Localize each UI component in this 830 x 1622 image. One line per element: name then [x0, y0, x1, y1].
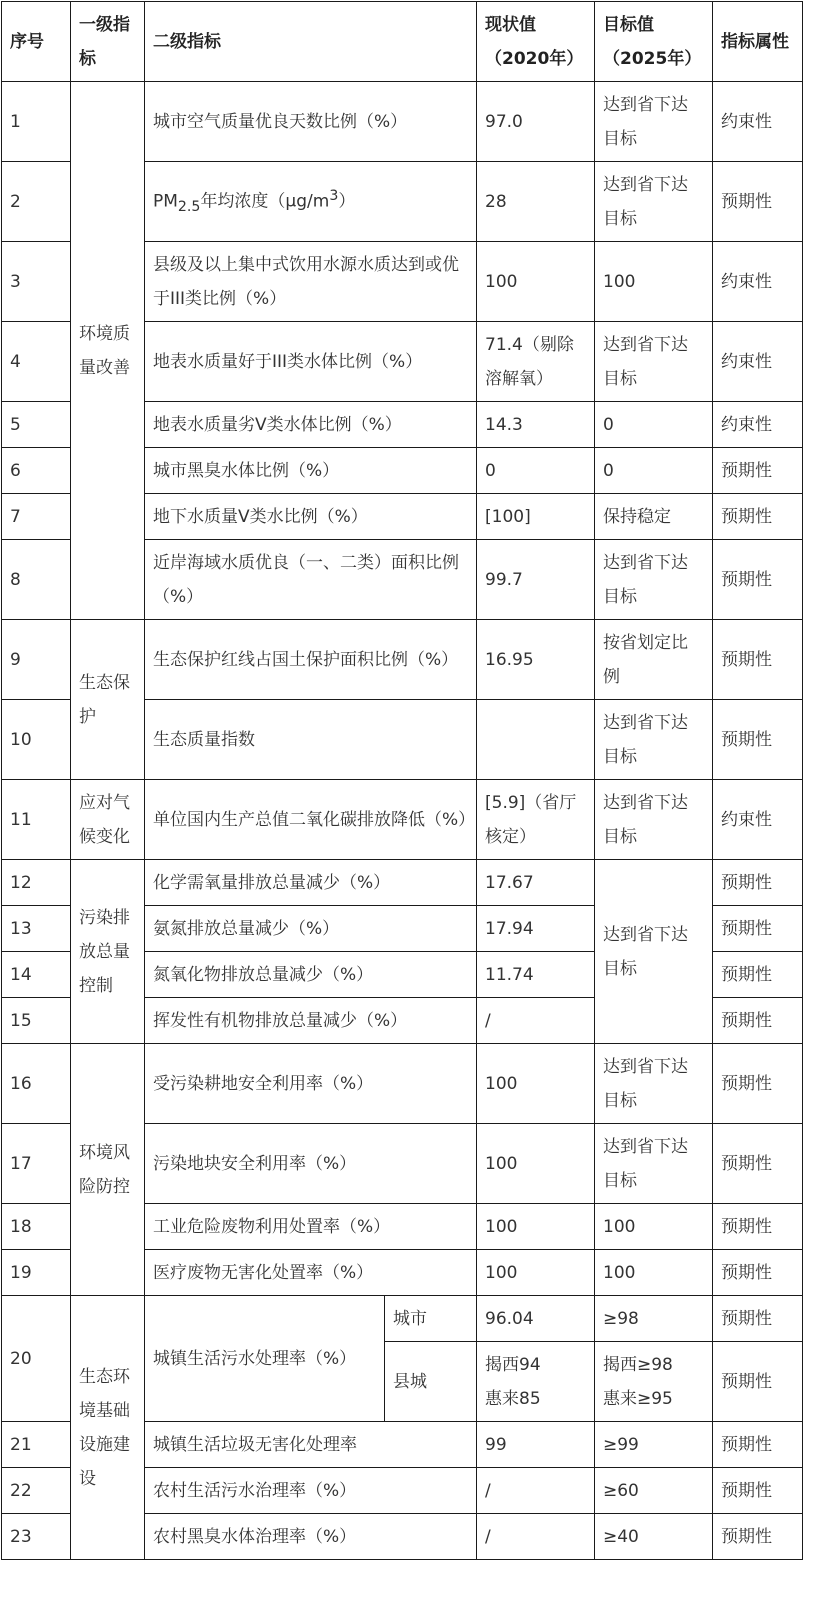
target-value: 达到省下达目标	[595, 860, 713, 1044]
attribute: 预期性	[713, 1468, 803, 1514]
target-value-line: 惠来≥95	[603, 1388, 673, 1409]
attribute: 预期性	[713, 494, 803, 540]
attribute: 预期性	[713, 906, 803, 952]
row-index: 18	[2, 1204, 71, 1250]
attribute: 预期性	[713, 620, 803, 700]
target-value: 达到省下达目标	[595, 162, 713, 242]
group-label: 生态环境基础设施建设	[71, 1296, 145, 1560]
attribute: 预期性	[713, 1342, 803, 1422]
row-index: 20	[2, 1296, 71, 1422]
current-value: 100	[477, 1204, 595, 1250]
row-index: 9	[2, 620, 71, 700]
current-value: 100	[477, 1250, 595, 1296]
row-index: 14	[2, 952, 71, 998]
attribute: 预期性	[713, 1296, 803, 1342]
indicator-name: 氮氧化物排放总量减少（%）	[145, 952, 477, 998]
table-row	[2, 620, 803, 700]
attribute: 预期性	[713, 1250, 803, 1296]
row-index: 5	[2, 402, 71, 448]
current-value: /	[477, 998, 595, 1044]
indicator-name: 地表水质量劣Ⅴ类水体比例（%）	[145, 402, 477, 448]
attribute: 约束性	[713, 780, 803, 860]
indicator-name: 农村生活污水治理率（%）	[145, 1468, 477, 1514]
indicator-name: 生态保护红线占国土保护面积比例（%）	[145, 620, 477, 700]
attribute: 约束性	[713, 242, 803, 322]
subscript: 2.5	[177, 199, 201, 216]
row-index: 4	[2, 322, 71, 402]
group-label: 应对气候变化	[71, 780, 145, 860]
indicator-name: 县级及以上集中式饮用水源水质达到或优于III类比例（%）	[145, 242, 477, 322]
target-value: 达到省下达目标	[595, 82, 713, 162]
target-value: ≥99	[595, 1422, 713, 1468]
target-value: 保持稳定	[595, 494, 713, 540]
group-label: 环境质量改善	[71, 82, 145, 620]
current-value: 11.74	[477, 952, 595, 998]
current-value: 17.67	[477, 860, 595, 906]
attribute: 预期性	[713, 1514, 803, 1560]
indicator-name: 单位国内生产总值二氧化碳排放降低（%）	[145, 780, 477, 860]
current-value: 16.95	[477, 620, 595, 700]
table-row	[2, 1296, 803, 1342]
attribute: 预期性	[713, 1204, 803, 1250]
group-label: 生态保护	[71, 620, 145, 780]
row-index: 7	[2, 494, 71, 540]
indicator-name: 挥发性有机物排放总量减少（%）	[145, 998, 477, 1044]
target-value: 达到省下达目标	[595, 700, 713, 780]
table-header-row	[2, 2, 803, 82]
indicator-name-part: 年均浓度（μg/m	[200, 191, 330, 212]
attribute: 预期性	[713, 952, 803, 998]
current-value	[477, 700, 595, 780]
target-value: 达到省下达目标	[595, 780, 713, 860]
current-value: 0	[477, 448, 595, 494]
target-value: ≥98	[595, 1296, 713, 1342]
current-value: /	[477, 1514, 595, 1560]
indicator-name: 城市空气质量优良天数比例（%）	[145, 82, 477, 162]
target-value: ≥40	[595, 1514, 713, 1560]
target-value: 达到省下达目标	[595, 540, 713, 620]
indicator-name: 受污染耕地安全利用率（%）	[145, 1044, 477, 1124]
sub-category-city: 城市	[385, 1296, 477, 1342]
indicator-name: 城镇生活污水处理率（%）	[145, 1296, 385, 1422]
target-value	[595, 1342, 713, 1422]
indicator-name: 城市黑臭水体比例（%）	[145, 448, 477, 494]
sub-category-county: 县城	[385, 1342, 477, 1422]
target-value: 0	[595, 448, 713, 494]
current-value: [5.9]（省厅核定）	[477, 780, 595, 860]
indicator-name-part: PM	[153, 191, 178, 212]
target-value: 达到省下达目标	[595, 322, 713, 402]
row-index: 22	[2, 1468, 71, 1514]
target-value: 达到省下达目标	[595, 1124, 713, 1204]
current-value-line: 揭西94	[485, 1354, 541, 1375]
target-value: 100	[595, 1250, 713, 1296]
header-level1: 一级指标	[71, 2, 145, 82]
attribute: 约束性	[713, 402, 803, 448]
indicator-table	[1, 1, 803, 1560]
indicator-name-part: ）	[338, 191, 356, 212]
current-value: /	[477, 1468, 595, 1514]
header-current-value: 现状值（2020年）	[477, 2, 595, 82]
current-value: 100	[477, 1044, 595, 1124]
target-value: 100	[595, 1204, 713, 1250]
current-value: 97.0	[477, 82, 595, 162]
indicator-name: 化学需氧量排放总量减少（%）	[145, 860, 477, 906]
current-value: 28	[477, 162, 595, 242]
current-value-line: 惠来85	[485, 1388, 541, 1409]
row-index: 10	[2, 700, 71, 780]
attribute: 预期性	[713, 1044, 803, 1124]
target-value: 达到省下达目标	[595, 1044, 713, 1124]
indicator-name: 医疗废物无害化处置率（%）	[145, 1250, 477, 1296]
target-value: 按省划定比例	[595, 620, 713, 700]
target-value: 0	[595, 402, 713, 448]
current-value: 17.94	[477, 906, 595, 952]
indicator-name: 地下水质量Ⅴ类水比例（%）	[145, 494, 477, 540]
target-value-line: 揭西≥98	[603, 1354, 673, 1375]
row-index: 2	[2, 162, 71, 242]
row-index: 1	[2, 82, 71, 162]
attribute: 预期性	[713, 1124, 803, 1204]
indicator-name: 农村黑臭水体治理率（%）	[145, 1514, 477, 1560]
row-index: 13	[2, 906, 71, 952]
row-index: 6	[2, 448, 71, 494]
current-value: 100	[477, 242, 595, 322]
indicator-name	[145, 162, 477, 242]
row-index: 15	[2, 998, 71, 1044]
header-attribute: 指标属性	[713, 2, 803, 82]
table-row	[2, 82, 803, 162]
table-row	[2, 1044, 803, 1124]
row-index: 17	[2, 1124, 71, 1204]
attribute: 预期性	[713, 998, 803, 1044]
indicator-name: 地表水质量好于III类水体比例（%）	[145, 322, 477, 402]
group-label: 污染排放总量控制	[71, 860, 145, 1044]
current-value: 71.4（剔除溶解氧）	[477, 322, 595, 402]
attribute: 预期性	[713, 540, 803, 620]
row-index: 11	[2, 780, 71, 860]
row-index: 23	[2, 1514, 71, 1560]
row-index: 12	[2, 860, 71, 906]
current-value: 14.3	[477, 402, 595, 448]
row-index: 19	[2, 1250, 71, 1296]
attribute: 预期性	[713, 448, 803, 494]
header-target-value: 目标值（2025年）	[595, 2, 713, 82]
header-level2: 二级指标	[145, 2, 477, 82]
attribute: 预期性	[713, 1422, 803, 1468]
superscript: 3	[329, 187, 339, 204]
attribute: 约束性	[713, 322, 803, 402]
attribute: 预期性	[713, 162, 803, 242]
attribute: 预期性	[713, 860, 803, 906]
attribute: 约束性	[713, 82, 803, 162]
current-value	[477, 1342, 595, 1422]
row-index: 8	[2, 540, 71, 620]
header-index: 序号	[2, 2, 71, 82]
table-row	[2, 780, 803, 860]
row-index: 3	[2, 242, 71, 322]
indicator-name: 污染地块安全利用率（%）	[145, 1124, 477, 1204]
target-value: ≥60	[595, 1468, 713, 1514]
row-index: 16	[2, 1044, 71, 1124]
indicator-name: 城镇生活垃圾无害化处理率	[145, 1422, 477, 1468]
indicator-name: 生态质量指数	[145, 700, 477, 780]
indicator-name: 氨氮排放总量减少（%）	[145, 906, 477, 952]
current-value: 100	[477, 1124, 595, 1204]
indicator-name: 近岸海域水质优良（一、二类）面积比例（%）	[145, 540, 477, 620]
current-value: 99	[477, 1422, 595, 1468]
row-index: 21	[2, 1422, 71, 1468]
indicator-name: 工业危险废物利用处置率（%）	[145, 1204, 477, 1250]
table-row	[2, 860, 803, 906]
current-value: [100]	[477, 494, 595, 540]
attribute: 预期性	[713, 700, 803, 780]
target-value: 100	[595, 242, 713, 322]
current-value: 96.04	[477, 1296, 595, 1342]
group-label: 环境风险防控	[71, 1044, 145, 1296]
current-value: 99.7	[477, 540, 595, 620]
